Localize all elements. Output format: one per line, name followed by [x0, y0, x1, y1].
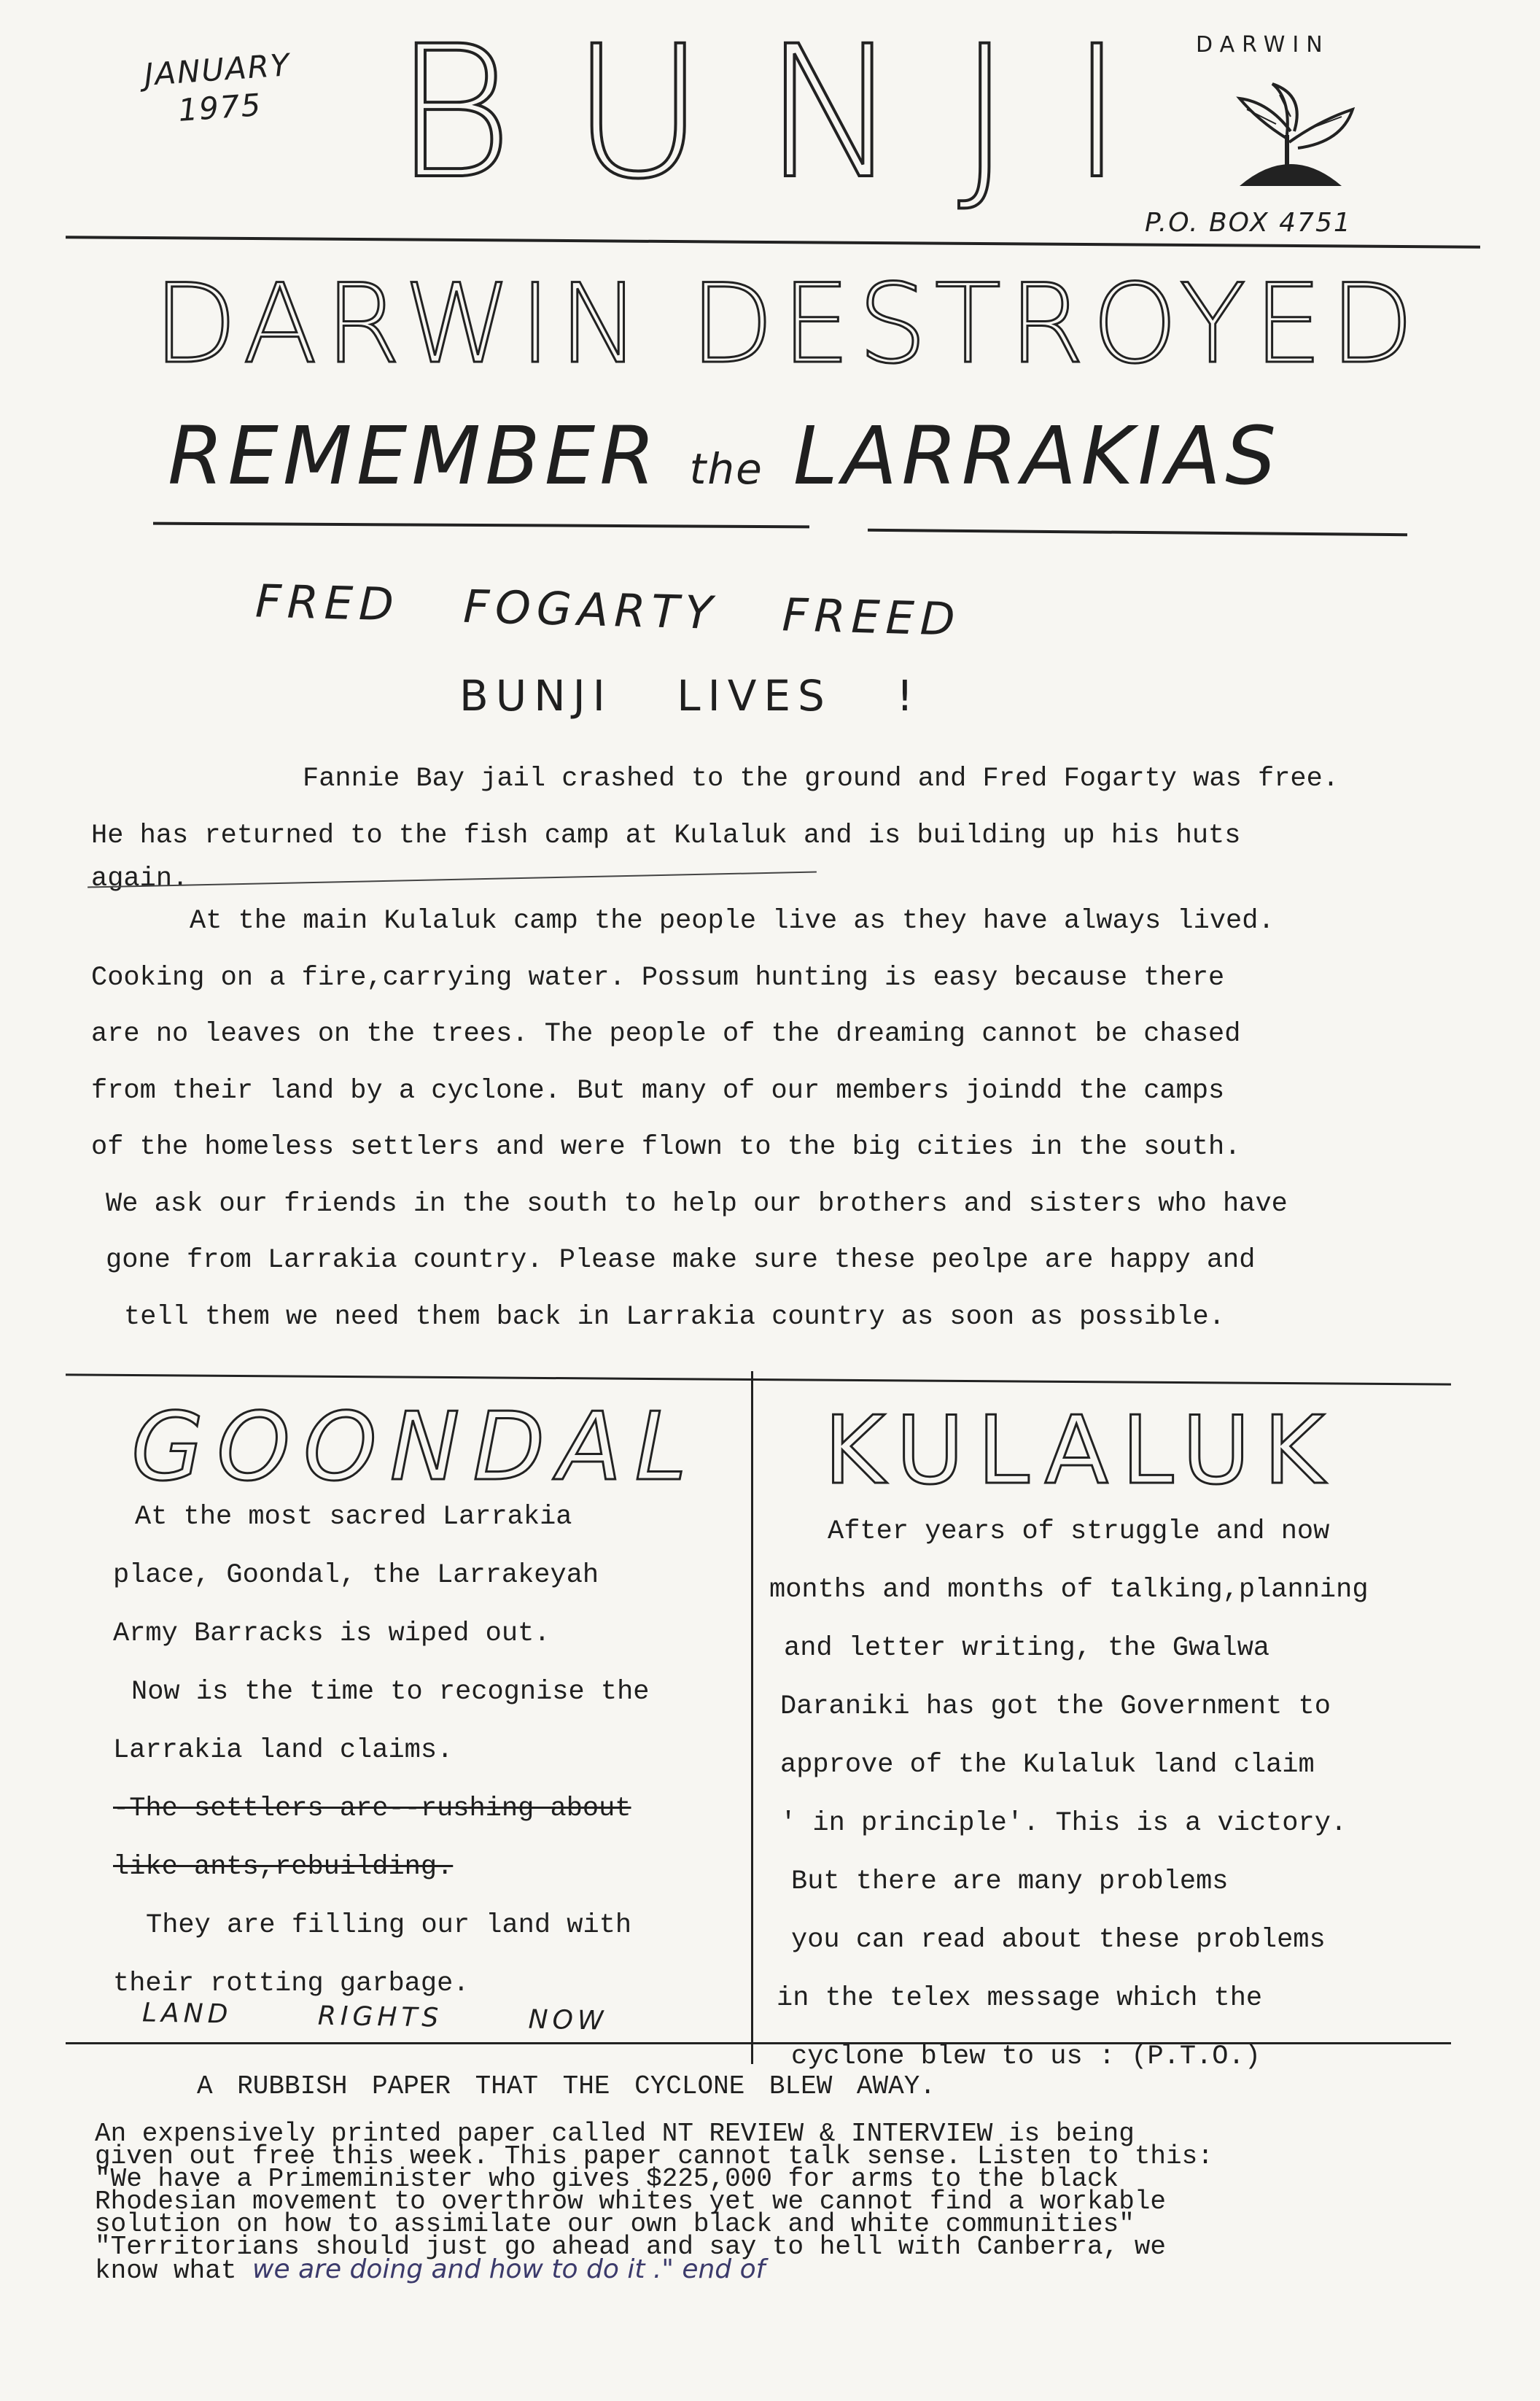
lead-story — [91, 751, 1447, 1346]
kulaluk-line: and letter writing, the Gwalwa — [784, 1633, 1270, 1664]
issue-year: 1975 — [176, 86, 263, 128]
goondal-line: their rotting garbage. — [113, 1968, 470, 1999]
rubbish-line: given out free this week. This paper cannot talk sense. Listen to this: — [95, 2141, 1213, 2171]
po-box: P.O. BOX 4751 — [1145, 208, 1352, 238]
main-headline: DARWIN DESTROYED — [153, 261, 1422, 388]
sub-headline-left: REMEMBER — [168, 409, 660, 503]
kulaluk-line: But there are many problems — [791, 1866, 1229, 1897]
rubbish-line: know what — [95, 2256, 237, 2286]
lives-headline: BUNJI LIVES ! — [459, 671, 921, 721]
lead-line: are no leaves on the trees. The people of the dreaming cannot be chased — [91, 1019, 1241, 1050]
rubbish-line: Rhodesian movement to overthrow whites yet we cannot find a workable — [95, 2187, 1167, 2216]
goondal-title: GOONDAL — [131, 1393, 700, 1502]
lead-line: from their land by a cyclone. But many of our members joindd the camps — [91, 1075, 1225, 1106]
lead-line: He has returned to the fish camp at Kulaluk and is building up his huts — [91, 820, 1241, 851]
rubbish-line: An expensively printed paper called NT REVIEW & INTERVIEW is being — [95, 2119, 1135, 2149]
goondal-line: They are filling our land with — [146, 1910, 632, 1941]
freed-headline: FRED FOGARTY FREED — [254, 574, 962, 646]
goondal-line: Army Barracks is wiped out. — [113, 1618, 551, 1649]
issue-date — [122, 44, 316, 133]
kulaluk-line: After years of struggle and now — [828, 1516, 1330, 1547]
lead-line: We ask our friends in the south to help our brothers and sisters who have — [106, 1188, 1288, 1219]
headline-underline-left — [153, 522, 809, 529]
goondal-line: like ants,rebuilding. — [113, 1852, 454, 1882]
sub-headline-mid: the — [689, 444, 763, 494]
kulaluk-line: you can read about these problems — [791, 1925, 1326, 1955]
lead-line: At the main Kulaluk camp the people live as they have always lived. — [190, 906, 1275, 936]
rubbish-line: solution on how to assimilate our own black and white communities" — [95, 2209, 1135, 2239]
rubbish-story — [95, 2119, 1451, 2286]
rubbish-title: A RUBBISH PAPER THAT THE CYCLONE BLEW AWAY. — [197, 2071, 936, 2101]
kulaluk-story — [769, 1502, 1447, 2086]
column-divider — [751, 1371, 753, 2064]
section-divider — [66, 1373, 1451, 1385]
kulaluk-line: approve of the Kulaluk land claim — [780, 1750, 1315, 1780]
lead-line: Cooking on a fire,carrying water. Possum hunting is easy because there — [91, 962, 1225, 993]
lead-line: tell them we need them back in Larrakia country as soon as possible. — [124, 1301, 1225, 1333]
lead-line: gone from Larrakia country. Please make sure these peolpe are happy and — [106, 1245, 1256, 1276]
kulaluk-line: in the telex message which the — [777, 1983, 1263, 2014]
kulaluk-line: Daraniki has got the Government to — [780, 1691, 1331, 1722]
masthead-city: DARWIN — [1196, 32, 1330, 58]
sub-headline-right: LARRAKIAS — [793, 409, 1281, 503]
kulaluk-title: KULALUK — [824, 1397, 1338, 1505]
lead-line: of the homeless settlers and were flown to the big cities in the south. — [91, 1132, 1241, 1163]
handwritten-tail: we are doing and how to do it ." end of — [252, 2254, 766, 2284]
bottom-divider — [66, 2042, 1451, 2044]
headline-underline-right — [868, 529, 1407, 536]
lead-line: again. — [91, 864, 189, 894]
issue-month: JANUARY — [143, 47, 292, 93]
goondal-story — [113, 1488, 726, 2013]
rubbish-line: "Territorians should just go ahead and say to hell with Canberra, we — [95, 2232, 1167, 2262]
lead-line: Fannie Bay jail crashed to the ground and Fred Fogarty was free. — [303, 764, 1339, 794]
rubbish-line: "We have a Primeminister who gives $225,000 for arms to the black — [95, 2164, 1119, 2194]
masthead-title: BUNJI — [394, 7, 1183, 219]
land-rights-note: LAND RIGHTS NOW — [141, 1998, 608, 2036]
goondal-line: At the most sacred Larrakia — [135, 1502, 572, 1532]
plant-sprout-icon — [1196, 69, 1385, 208]
goondal-line: -The settlers are--rushing about — [113, 1793, 631, 1824]
goondal-line: place, Goondal, the Larrakeyah — [113, 1560, 599, 1591]
goondal-line: Larrakia land claims. — [113, 1735, 454, 1766]
kulaluk-line: cyclone blew to us : (P.T.O.) — [791, 2041, 1261, 2072]
kulaluk-line: months and months of talking,planning — [769, 1575, 1369, 1605]
goondal-line: Now is the time to recognise the — [131, 1677, 650, 1707]
kulaluk-line: ' in principle'. This is a victory. — [780, 1808, 1348, 1839]
sub-headline — [168, 408, 1451, 516]
